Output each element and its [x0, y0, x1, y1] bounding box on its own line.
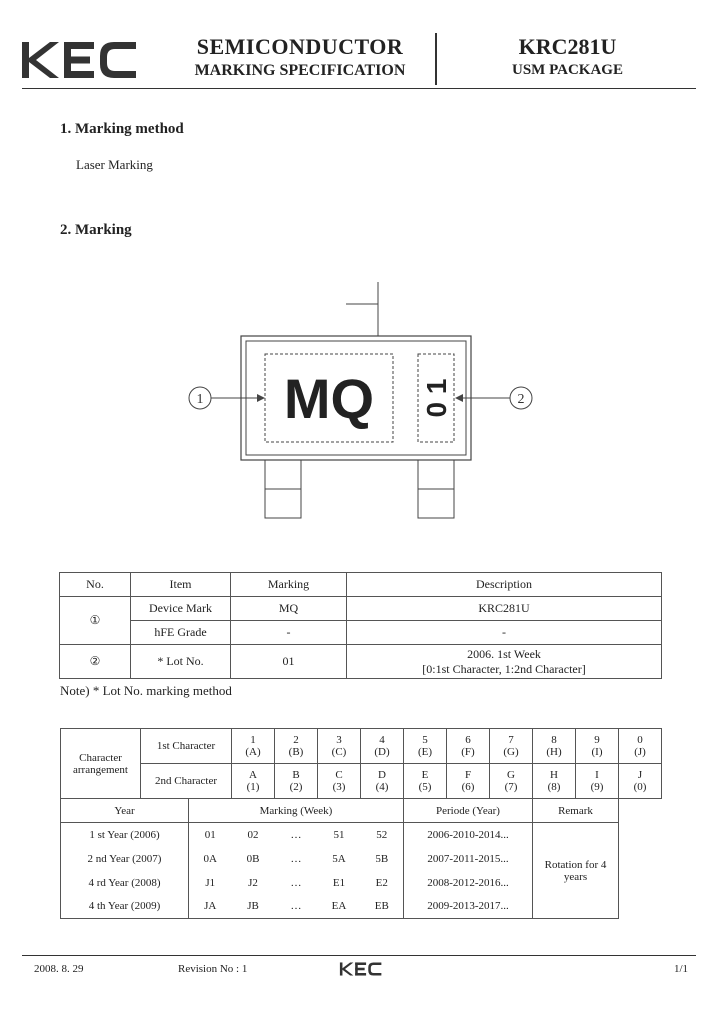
doc-subtitle: MARKING SPECIFICATION	[194, 62, 406, 79]
char-value: 7	[508, 734, 514, 746]
week-cell: 01	[189, 823, 232, 847]
char-value: B	[292, 769, 300, 781]
char-value: 6	[465, 734, 471, 746]
note-text: Note) * Lot No. marking method	[60, 683, 232, 698]
char-mapping: (5)	[418, 781, 432, 793]
week-cell: 5A	[332, 852, 346, 865]
week-cell: 5B	[375, 852, 389, 865]
char-value: 3	[336, 734, 342, 746]
marking-week-header: Marking (Week)	[189, 799, 404, 823]
row-description: KRC281U	[347, 597, 662, 621]
char-value: 0	[637, 734, 643, 746]
period-cell: 2009-2013-2017...	[404, 895, 533, 919]
week-cell: 51	[318, 823, 361, 847]
char-mapping: (F)	[461, 746, 475, 758]
year-label: 2 nd Year (2007)	[61, 847, 189, 871]
period-header: Periode (Year)	[404, 799, 533, 823]
week-cell: EA	[318, 895, 361, 919]
char-mapping: (E)	[417, 746, 433, 758]
char-mapping: (3)	[332, 781, 346, 793]
char-cell	[404, 729, 447, 764]
char-cell	[447, 729, 490, 764]
callout-1: 1	[196, 392, 204, 407]
col-header: Item	[131, 573, 231, 597]
footer-kec-logo	[336, 961, 386, 977]
device-mark: MQ	[283, 367, 375, 430]
marking-table	[59, 572, 662, 679]
row-item: hFE Grade	[131, 621, 231, 645]
char-mapping: (0)	[633, 781, 647, 793]
char-value: D	[378, 769, 386, 781]
char-cell	[404, 764, 447, 799]
section2-heading: 2. Marking	[60, 222, 132, 238]
callout-2: 2	[517, 392, 525, 407]
package-name: USM PACKAGE	[512, 62, 623, 78]
char-value: F	[464, 769, 472, 781]
char-cell	[576, 729, 619, 764]
char-value: J	[637, 769, 643, 781]
week-cell: …	[275, 895, 318, 919]
remark-header: Remark	[533, 799, 619, 823]
char-value: G	[507, 769, 515, 781]
char-mapping: (B)	[288, 746, 304, 758]
period-cell: 2008-2012-2016...	[404, 871, 533, 895]
char-mapping: (C)	[331, 746, 347, 758]
section1-heading: 1. Marking method	[60, 121, 184, 137]
year-header: Year	[61, 799, 189, 823]
week-cell: JA	[189, 895, 232, 919]
char-cell	[490, 729, 533, 764]
row-item: * Lot No.	[131, 645, 231, 679]
week-cell: 0A	[189, 847, 232, 871]
char-mapping: (1)	[246, 781, 260, 793]
week-cell: E1	[332, 876, 346, 889]
description-line1: 2006. 1st Week	[467, 646, 541, 661]
char-value: E	[421, 769, 429, 781]
week-cell: 52	[361, 823, 404, 847]
year-row	[61, 823, 662, 847]
week-cell: …	[290, 876, 302, 889]
col-header: Description	[347, 573, 662, 597]
second-char-label: 2nd Character	[141, 764, 232, 799]
description-line2: [0:1st Character, 1:2nd Character]	[422, 661, 586, 676]
char-value: H	[550, 769, 558, 781]
char-cell	[361, 764, 404, 799]
char-mapping: (4)	[375, 781, 389, 793]
remark-cell: Rotation for 4 years	[533, 823, 619, 919]
row-description	[347, 645, 662, 679]
part-number: KRC281U	[518, 34, 617, 59]
char-row-2	[61, 764, 662, 799]
lot-method-table	[60, 728, 662, 919]
week-cell: …	[275, 823, 318, 847]
table-header-row	[60, 573, 662, 597]
year-header-row	[61, 799, 662, 823]
char-cell	[576, 764, 619, 799]
char-mapping: (D)	[374, 746, 390, 758]
week-cell: 0B	[246, 852, 260, 865]
week-cell: EB	[361, 895, 404, 919]
week-cell: J2	[248, 876, 258, 889]
char-cell	[447, 764, 490, 799]
char-cell	[533, 729, 576, 764]
char-mapping: (9)	[590, 781, 604, 793]
footer-revision: Revision No : 1	[178, 963, 248, 975]
row-no: ②	[60, 645, 131, 679]
char-cell	[318, 764, 361, 799]
row-marking: -	[231, 621, 347, 645]
table-row	[60, 597, 662, 621]
char-value: C	[335, 769, 343, 781]
char-cell	[619, 729, 662, 764]
kec-logo	[22, 38, 138, 82]
marking-diagram	[180, 278, 550, 523]
lot-mark: 0 1	[421, 378, 452, 418]
char-value: 8	[551, 734, 557, 746]
header-divider	[435, 33, 437, 85]
row-item: Device Mark	[131, 597, 231, 621]
char-cell	[619, 764, 662, 799]
doc-title: SEMICONDUCTOR	[196, 34, 404, 59]
char-value: 2	[293, 734, 299, 746]
char-cell	[275, 764, 318, 799]
year-label: 4 th Year (2009)	[61, 895, 189, 919]
year-label: 1 st Year (2006)	[61, 823, 189, 847]
year-label: 4 rd Year (2008)	[61, 871, 189, 895]
char-value: 9	[594, 734, 600, 746]
row-description: -	[347, 621, 662, 645]
char-cell	[275, 729, 318, 764]
week-cell: J1	[189, 871, 232, 895]
table-row	[60, 621, 662, 645]
char-mapping: (7)	[504, 781, 518, 793]
footer-date: 2008. 8. 29	[34, 963, 84, 975]
char-mapping: (G)	[503, 746, 519, 758]
char-value: 1	[250, 734, 256, 746]
char-mapping: (J)	[634, 746, 646, 758]
section1-body: Laser Marking	[76, 157, 153, 172]
period-cell: 2007-2011-2015...	[404, 847, 533, 871]
char-value: I	[595, 769, 599, 781]
char-mapping: (A)	[245, 746, 261, 758]
week-cell: 02	[232, 823, 275, 847]
col-header: Marking	[231, 573, 347, 597]
char-value: 5	[422, 734, 428, 746]
char-mapping: (H)	[546, 746, 562, 758]
week-cell: E2	[375, 876, 388, 889]
char-cell	[318, 729, 361, 764]
week-cell: JB	[232, 895, 275, 919]
row-marking: 01	[231, 645, 347, 679]
row-no: ①	[60, 597, 131, 645]
char-cell	[361, 729, 404, 764]
char-arrangement-label: Character arrangement	[61, 729, 141, 799]
char-row-1	[61, 729, 662, 764]
char-value: 4	[379, 734, 385, 746]
week-cell: …	[290, 852, 302, 865]
char-mapping: (8)	[547, 781, 561, 793]
first-char-label: 1st Character	[141, 729, 232, 764]
char-cell	[533, 764, 576, 799]
char-value: A	[249, 769, 257, 781]
char-mapping: (I)	[591, 746, 603, 758]
row-marking: MQ	[231, 597, 347, 621]
footer-rule	[22, 955, 696, 956]
header-rule	[22, 88, 696, 89]
char-cell	[232, 729, 275, 764]
char-mapping: (2)	[289, 781, 303, 793]
footer-page: 1/1	[674, 963, 689, 975]
col-header: No.	[60, 573, 131, 597]
char-cell	[232, 764, 275, 799]
period-cell: 2006-2010-2014...	[404, 823, 533, 847]
char-cell	[490, 764, 533, 799]
table-row	[60, 645, 662, 679]
char-mapping: (6)	[461, 781, 475, 793]
